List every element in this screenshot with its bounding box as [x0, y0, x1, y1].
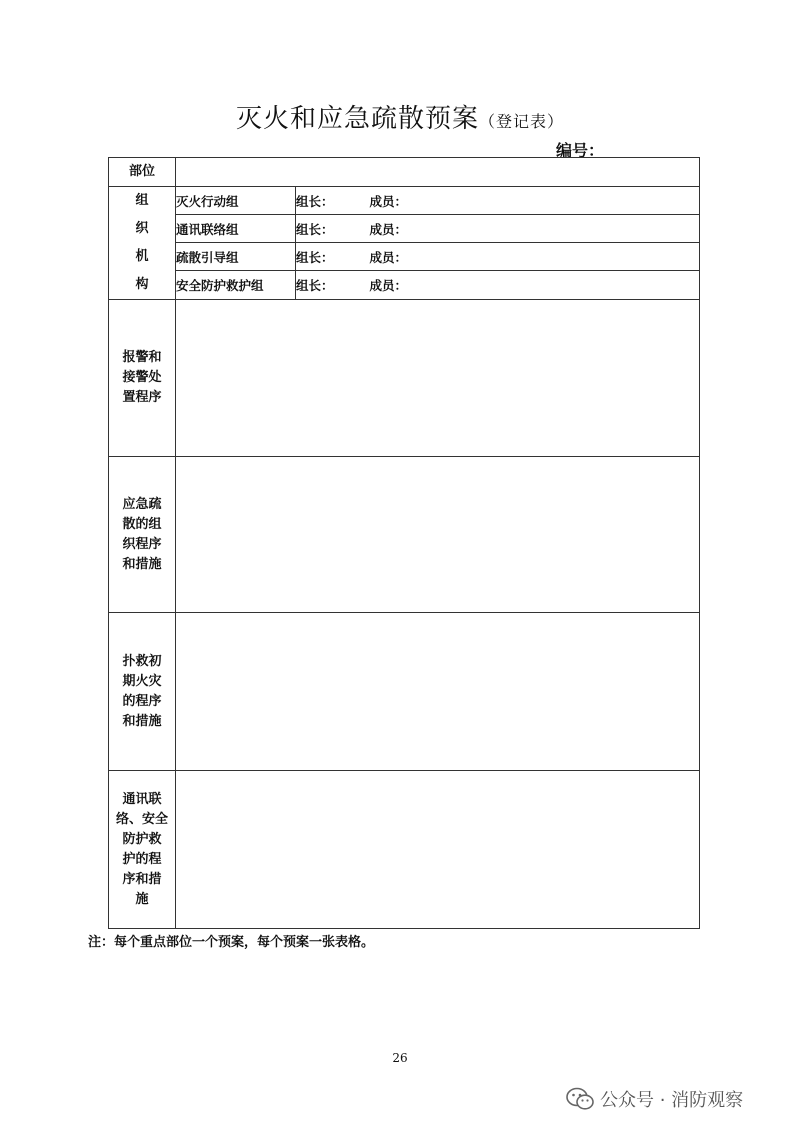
org-row-1	[109, 187, 700, 215]
leader-label: 组长：	[296, 249, 334, 265]
leader-label: 组长：	[296, 193, 334, 209]
section-label-alarm: 报警和 接警处 置程序	[109, 300, 176, 457]
org-row-2	[109, 215, 700, 243]
dept-input-cell[interactable]	[176, 158, 700, 187]
page-number: 26	[392, 1051, 408, 1065]
dept-label: 部位	[109, 158, 176, 187]
section-content-communication[interactable]	[176, 771, 700, 929]
title-main: 灭火和应急疏散预案	[235, 104, 479, 134]
document-title	[0, 98, 800, 135]
watermark-text: 公众号 · 消防观察	[600, 1090, 744, 1111]
group-name: 安全防护救护组	[176, 271, 296, 300]
org-structure-label: 组 织 机 构	[109, 187, 176, 300]
group-name: 灭火行动组	[176, 187, 296, 215]
watermark	[566, 1086, 743, 1112]
group-name: 通讯联络组	[176, 215, 296, 243]
group-roles-cell[interactable]	[296, 243, 700, 271]
leader-label: 组长：	[296, 278, 334, 293]
registration-form-table	[108, 157, 700, 929]
leader-label: 组长：	[296, 221, 334, 237]
group-roles-cell[interactable]	[296, 271, 700, 300]
group-roles-cell[interactable]	[296, 215, 700, 243]
section-row-alarm	[109, 300, 700, 457]
section-label-communication: 通讯联 络、安全 防护救 护的程 序和措 施	[109, 771, 176, 929]
section-label-evacuation: 应急疏 散的组 织程序 和措施	[109, 457, 176, 613]
group-name: 疏散引导组	[176, 243, 296, 271]
section-label-firefighting: 扑救初 期火灾 的程序 和措施	[109, 613, 176, 771]
wechat-icon	[566, 1087, 594, 1111]
member-label: 成员：	[369, 249, 408, 265]
title-sub: （登记表）	[479, 112, 565, 131]
section-row-firefighting	[109, 613, 700, 771]
org-row-3	[109, 243, 700, 271]
group-roles-cell[interactable]	[296, 187, 700, 215]
member-label: 成员：	[369, 221, 408, 237]
serial-number-label: 编号：	[556, 141, 605, 160]
member-label: 成员：	[369, 193, 408, 209]
footnote: 注：每个重点部位一个预案，每个预案一张表格。	[88, 935, 375, 950]
member-label: 成员：	[369, 278, 408, 293]
section-content-evacuation[interactable]	[176, 457, 700, 613]
section-row-communication	[109, 771, 700, 929]
section-content-firefighting[interactable]	[176, 613, 700, 771]
section-content-alarm[interactable]	[176, 300, 700, 457]
org-row-4	[109, 271, 700, 300]
dept-row	[109, 158, 700, 187]
section-row-evacuation	[109, 457, 700, 613]
